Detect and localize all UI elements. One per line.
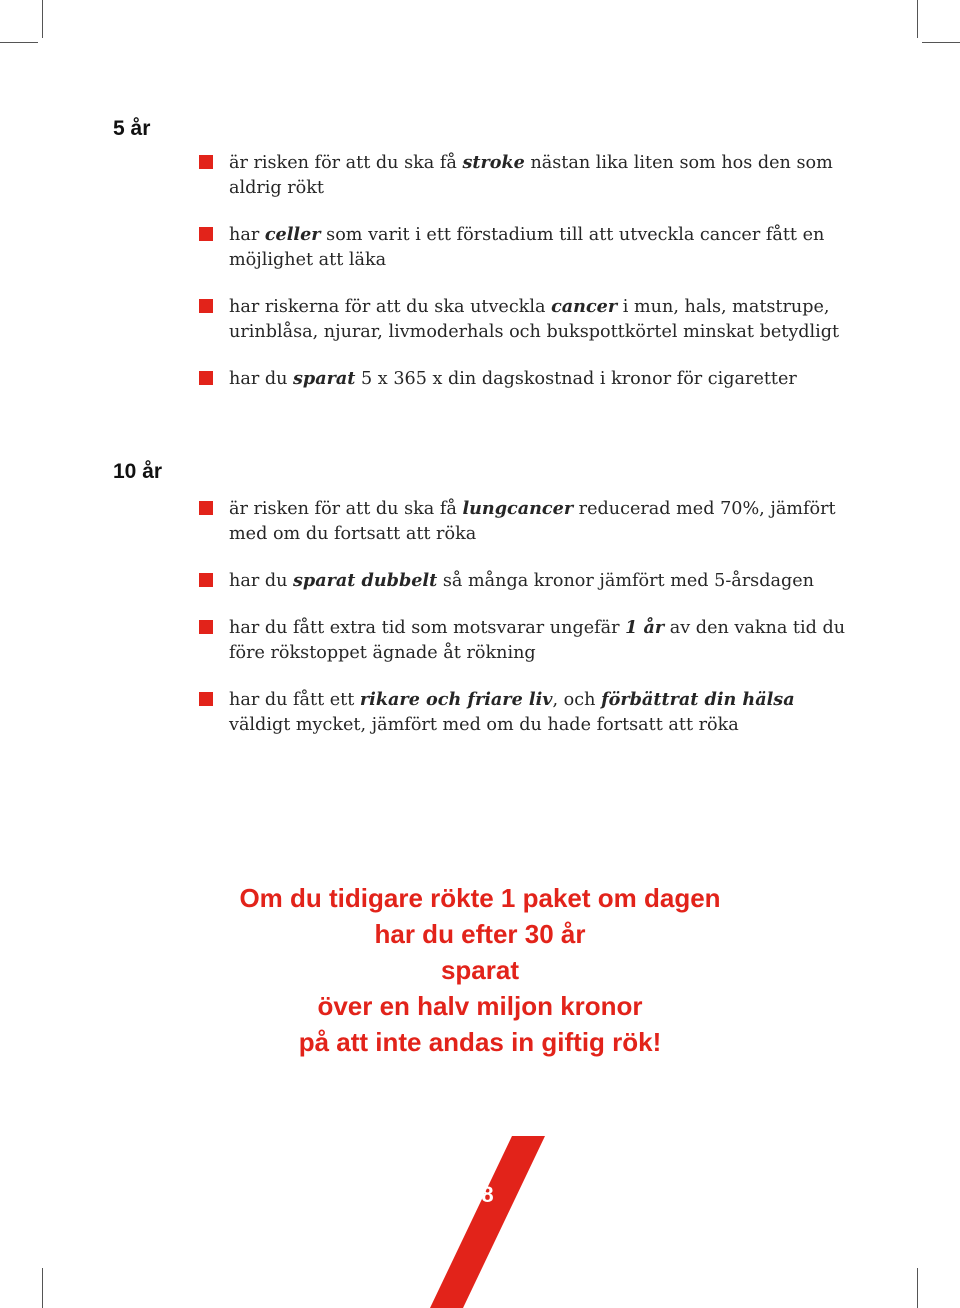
- bullet-item: [199, 615, 849, 666]
- bullet-square-icon: [199, 501, 213, 515]
- bullet-square-icon: [199, 371, 213, 385]
- section-heading-10-ar: 10 år: [113, 460, 163, 483]
- bullet-emphasis: rikare och friare liv: [359, 689, 553, 710]
- crop-mark: [917, 0, 918, 38]
- bullet-text-part: är risken för att du ska få: [229, 499, 463, 519]
- bullet-square-icon: [199, 692, 213, 706]
- closing-line: sparat: [440, 955, 520, 985]
- bullet-text-part: har du fått extra tid som motsvarar ungefär: [229, 618, 626, 638]
- bullet-text-part: är risken för att du ska få: [229, 153, 463, 173]
- bullet-text-part: har du: [229, 571, 294, 591]
- bullet-item: [199, 366, 849, 392]
- bullet-text-part: 5 x 365 x din dagskostnad i kronor för cigaretter: [355, 369, 797, 389]
- bullet-text-part: har du: [229, 369, 294, 389]
- crop-mark: [922, 42, 960, 43]
- closing-line: på att inte andas in giftig rök!: [298, 1027, 662, 1057]
- bullet-square-icon: [199, 620, 213, 634]
- bullet-text-part: , och: [552, 690, 602, 710]
- crop-mark: [42, 1268, 43, 1308]
- bullet-text-part: har: [229, 225, 265, 245]
- bullet-item: [199, 294, 849, 345]
- bullet-text-part: av den vakna tid du före rökstoppet ägnade åt rökning: [229, 618, 846, 663]
- page-number: 8: [481, 1182, 494, 1207]
- bullet-item: [199, 568, 849, 594]
- bullet-text-part: i mun, hals, matstrupe, urinblåsa, njurar, livmoderhals och bukspottkörtel minskat betydligt: [229, 297, 840, 342]
- bullet-text-part: som varit i ett förstadium till att utveckla cancer fått en möjlighet att läka: [229, 225, 825, 270]
- bullet-square-icon: [199, 227, 213, 241]
- bullet-text-part: har riskerna för att du ska utveckla: [229, 297, 552, 317]
- bullet-text-part: nästan lika liten som hos den som aldrig rökt: [229, 153, 833, 198]
- bullet-item: [199, 150, 849, 201]
- bullet-emphasis: sparat: [293, 368, 356, 389]
- bullet-list-5-ar: [199, 150, 849, 392]
- closing-statement: [0, 880, 960, 1060]
- bullet-emphasis: lungcancer: [462, 498, 574, 519]
- bullet-square-icon: [199, 573, 213, 587]
- red-slash-shape: [430, 1136, 545, 1308]
- bullet-text-part: har du fått ett: [229, 690, 360, 710]
- bullet-square-icon: [199, 155, 213, 169]
- bullet-text-part: reducerad med 70%, jämfört med om du fortsatt att röka: [229, 499, 836, 544]
- bullet-text-part: väldigt mycket, jämfört med om du hade fortsatt att röka: [229, 715, 739, 735]
- crop-mark: [0, 42, 38, 43]
- section-heading-5-ar: 5 år: [113, 117, 151, 140]
- page-number-badge: [430, 1136, 545, 1308]
- closing-line: över en halv miljon kronor: [317, 991, 643, 1021]
- crop-mark: [42, 0, 43, 38]
- bullet-emphasis: celler: [264, 224, 321, 245]
- bullet-square-icon: [199, 299, 213, 313]
- bullet-item: [199, 687, 849, 738]
- closing-line: Om du tidigare rökte 1 paket om dagen: [239, 883, 721, 913]
- bullet-emphasis: cancer: [551, 296, 618, 317]
- crop-mark: [917, 1268, 918, 1308]
- bullet-emphasis: 1 år: [625, 617, 665, 638]
- bullet-emphasis: sparat dubbelt: [293, 570, 438, 591]
- bullet-item: [199, 222, 849, 273]
- bullet-list-10-ar: [199, 496, 849, 738]
- closing-line: har du efter 30 år: [374, 919, 586, 949]
- bullet-item: [199, 496, 849, 547]
- bullet-emphasis: förbättrat din hälsa: [601, 689, 795, 710]
- bullet-emphasis: stroke: [462, 152, 525, 173]
- bullet-text-part: så många kronor jämfört med 5-årsdagen: [437, 571, 814, 591]
